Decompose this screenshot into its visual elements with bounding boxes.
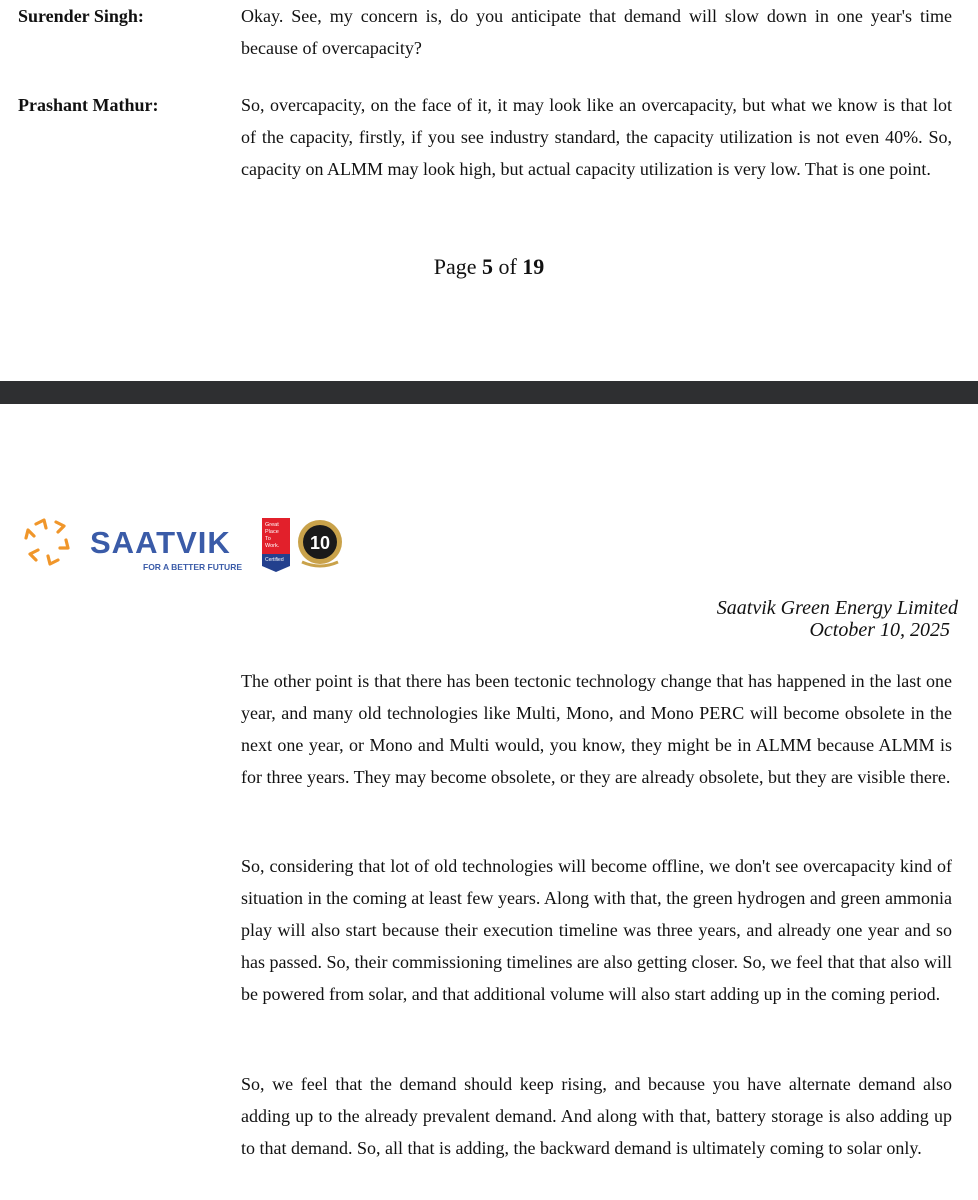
previous-page bbox=[0, 0, 978, 381]
document-header bbox=[717, 597, 958, 641]
page-number-of: of bbox=[498, 254, 517, 279]
speaker-text: Okay. See, my concern is, do you anticipate that demand will slow down in one year's time because of overcapacity? bbox=[241, 6, 952, 58]
speaker-text: So, overcapacity, on the face of it, it may look like an overcapacity, but what we know is that lot of the capacity, firstly, if you see industry standard, the capacity utilization is not even 40%. So, capacity on ALMM may look high, but actual capacity utilization is very low. That is one point. bbox=[241, 95, 952, 179]
page-number-total: 19 bbox=[522, 254, 545, 279]
logo-wordmark: SAATVIK bbox=[90, 525, 231, 560]
company-name: Saatvik Green Energy Limited bbox=[716, 597, 958, 619]
company-logo bbox=[22, 514, 352, 576]
svg-text:Work.: Work. bbox=[265, 543, 280, 549]
page-number-prefix: Page bbox=[433, 254, 477, 279]
transcript-paragraph: So, we feel that the demand should keep rising, and because you have alternate demand also adding up to the already prevalent demand. And along with that, battery storage is also adding up to that demand. So, all that is adding, the backward demand is ultimately coming to solar only. bbox=[241, 1074, 952, 1158]
speaker-name: Surender Singh: bbox=[18, 6, 144, 26]
transcript-paragraph: The other point is that there has been tectonic technology change that has happened in the last one year, and many old technologies like Multi, Mono, and Mono PERC will become obsolete in the next one year, or Mono and Multi would, you know, they might be in ALMM because ALMM is for three years. They may become obsolete, or they are already obsolete, but they are visible there. bbox=[241, 671, 952, 787]
gptw-badge-icon bbox=[262, 518, 290, 572]
svg-text:10: 10 bbox=[309, 533, 331, 553]
ten-years-badge-icon bbox=[298, 520, 342, 566]
page-divider bbox=[0, 381, 978, 404]
page-number-current: 5 bbox=[481, 254, 493, 279]
page-number bbox=[0, 252, 978, 282]
logo-tagline: FOR A BETTER FUTURE bbox=[143, 562, 243, 572]
svg-text:Great: Great bbox=[265, 522, 279, 528]
svg-text:Certified: Certified bbox=[265, 557, 284, 563]
transcript-paragraph: So, considering that lot of old technologies will become offline, we don't see overcapacity kind of situation in the coming at least few years. Along with that, the green hydrogen and green ammonia play will also start because their execution timeline was three years, and already one year and so has passed. So, their commissioning timelines are also getting closer. So, we feel that that also will be powered from solar, and that additional volume will also start adding up in the coming period. bbox=[241, 856, 952, 1004]
svg-text:To: To bbox=[265, 536, 271, 542]
speaker-name: Prashant Mathur: bbox=[18, 95, 159, 115]
svg-text:Place: Place bbox=[265, 529, 279, 535]
document-date: October 10, 2025 bbox=[809, 619, 950, 641]
saatvik-logo-icon bbox=[22, 514, 352, 576]
